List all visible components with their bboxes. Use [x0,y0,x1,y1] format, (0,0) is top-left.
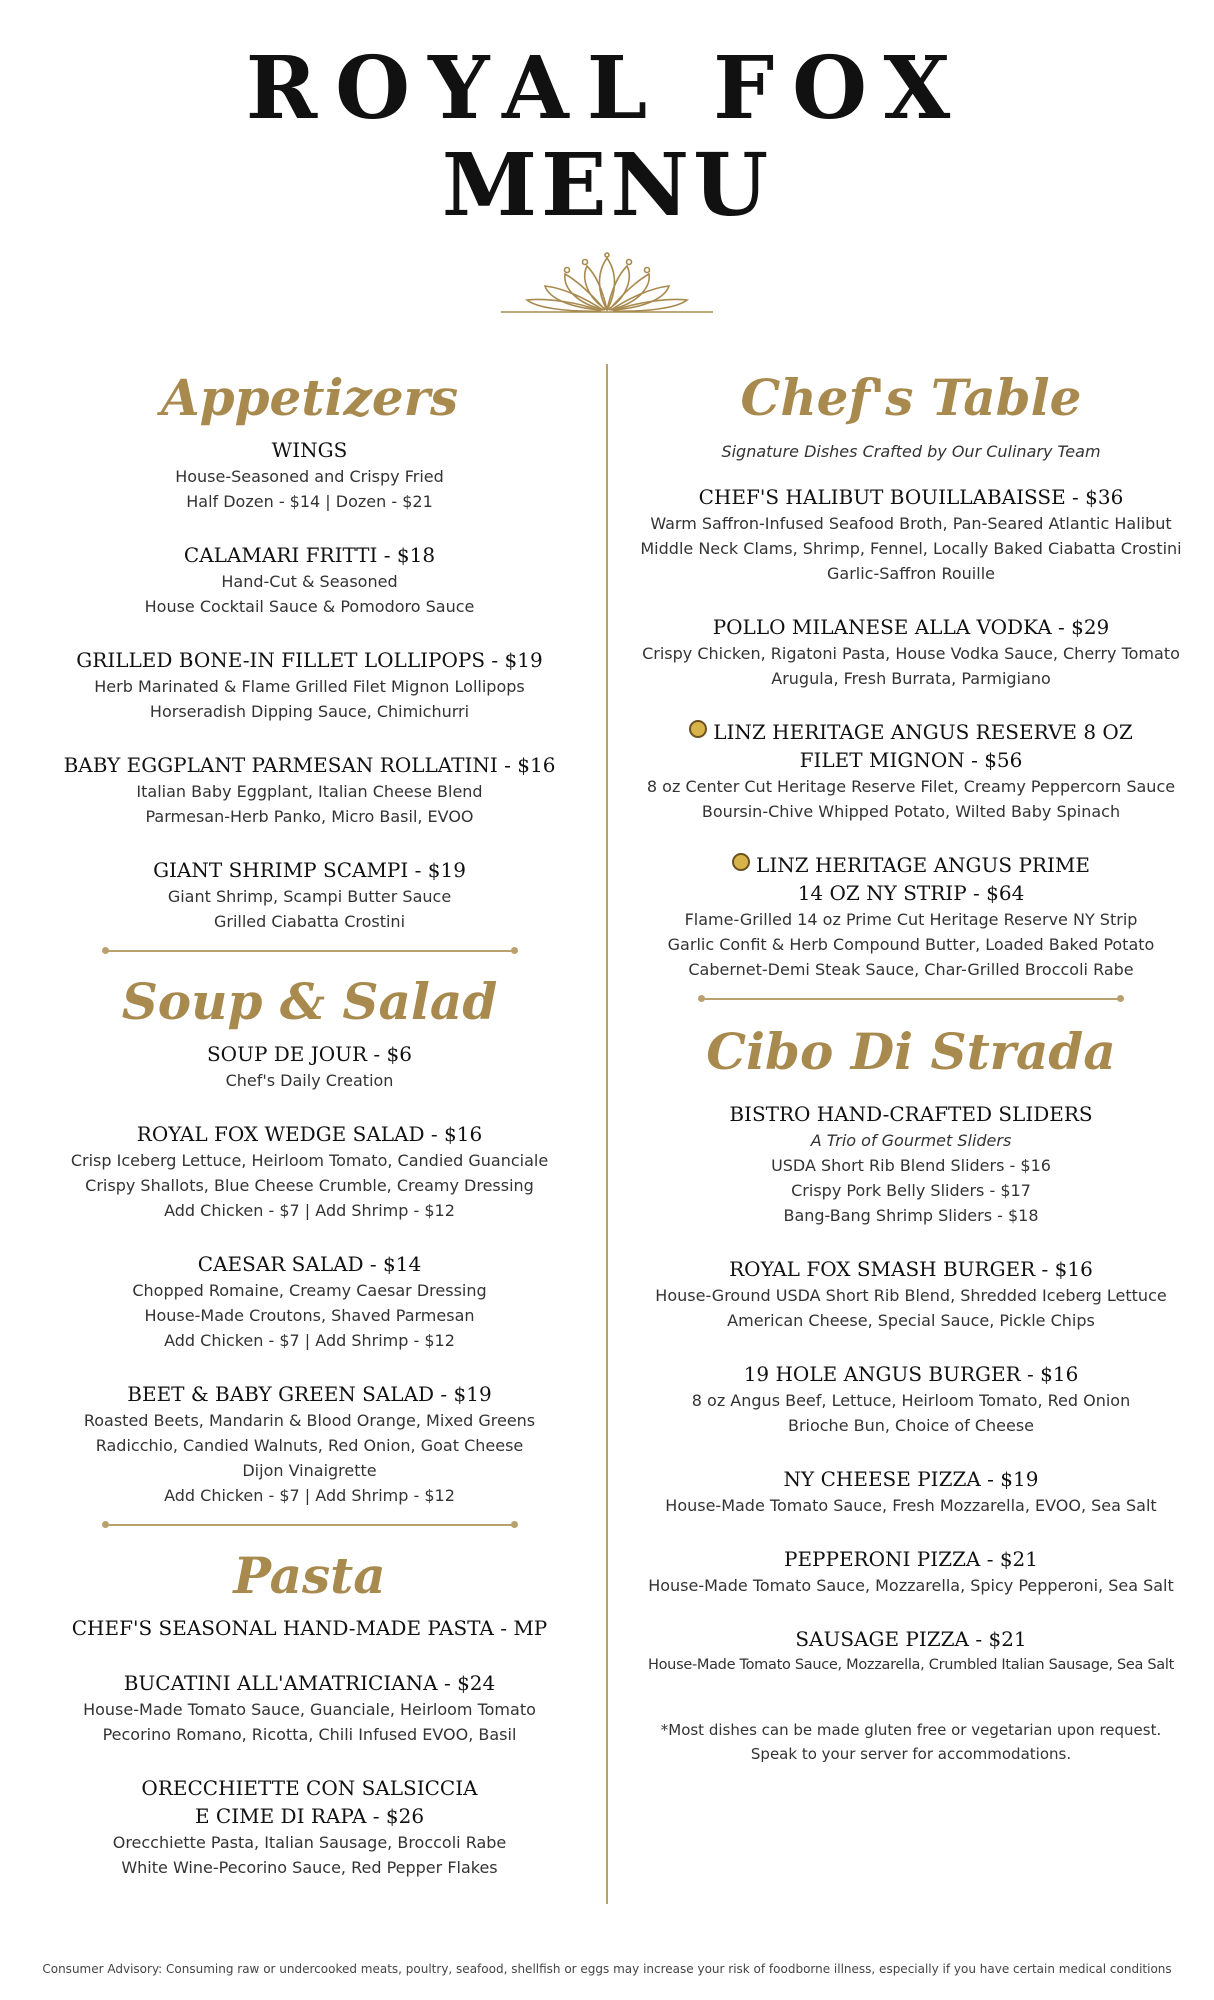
item-desc: Add Chicken - $7 | Add Shrimp - $12 [164,1486,455,1505]
item-name: BEET & BABY GREEN SALAD - $19 [127,1382,492,1406]
section-divider [105,950,515,952]
menu-title: MENU [441,135,773,236]
item-desc: Warm Saffron-Infused Seafood Broth, Pan-Seared Atlantic Halibut [650,514,1172,533]
left-column [22,360,597,1907]
item-desc: House-Ground USDA Short Rib Blend, Shredded Iceberg Lettuce [655,1286,1167,1305]
item-desc: Flame-Grilled 14 oz Prime Cut Heritage Reserve NY Strip [684,910,1138,929]
item-name-line2: E CIME DI RAPA - $26 [194,1804,425,1828]
item-desc: Boursin-Chive Whipped Potato, Wilted Baby Spinach [701,802,1121,821]
right-column [625,360,1197,1766]
item-desc: Grilled Ciabatta Crostini [213,912,406,931]
item-name: BABY EGGPLANT PARMESAN ROLLATINI - $16 [63,753,556,777]
item-desc: House Cocktail Sauce & Pomodoro Sauce [144,597,475,616]
item-desc: Giant Shrimp, Scampi Butter Sauce [167,887,452,906]
item-name: NY CHEESE PIZZA - $19 [783,1467,1039,1491]
menu-item [625,1465,1197,1518]
menu-item [22,1120,597,1223]
menu-item [22,1380,597,1508]
item-desc: Bang-Bang Shrimp Sliders - $18 [783,1206,1039,1225]
appetizers-title: Appetizers [160,368,459,427]
dietary-note [625,1718,1197,1766]
pasta-section [22,1538,597,1880]
item-name-line2: FILET MIGNON - $56 [799,748,1023,772]
chefs-table-title: Chef's Table [740,368,1082,427]
item-desc: Half Dozen - $14 | Dozen - $21 [186,492,433,511]
item-desc: Crisp Iceberg Lettuce, Heirloom Tomato, Candied Guanciale [70,1151,549,1170]
menu-item [625,613,1197,691]
item-desc: House-Made Tomato Sauce, Mozzarella, Crumbled Italian Sausage, Sea Salt [648,1657,1174,1673]
item-name: SOUP DE JOUR - $6 [206,1042,412,1066]
item-name: GRILLED BONE-IN FILLET LOLLIPOPS - $19 [76,648,543,672]
menu-item [22,1614,597,1642]
appetizers-section [22,360,597,934]
ornament-icon [497,252,717,316]
item-name: CHEF'S SEASONAL HAND-MADE PASTA - MP [71,1616,548,1640]
item-name: ROYAL FOX SMASH BURGER - $16 [729,1257,1093,1281]
item-desc: Herb Marinated & Flame Grilled Filet Mignon Lollipops [94,677,525,696]
item-desc: Add Chicken - $7 | Add Shrimp - $12 [164,1201,455,1220]
menu-item [22,1669,597,1747]
item-name: POLLO MILANESE ALLA VODKA - $29 [712,615,1110,639]
item-desc: House-Made Tomato Sauce, Fresh Mozzarella, EVOO, Sea Salt [665,1496,1157,1515]
item-desc: Cabernet-Demi Steak Sauce, Char-Grilled Broccoli Rabe [688,960,1134,979]
menu-item [625,1545,1197,1598]
item-name [625,718,1197,746]
item-desc: Horseradish Dipping Sauce, Chimichurri [149,702,470,721]
menu-item [22,751,597,829]
chefs-table-section [625,360,1197,982]
item-desc: Orecchiette Pasta, Italian Sausage, Broccoli Rabe [112,1833,507,1852]
soup-salad-title: Soup & Salad [121,972,498,1031]
item-desc: Middle Neck Clams, Shrimp, Fennel, Locally Baked Ciabatta Crostini [640,539,1182,558]
item-desc: Crispy Pork Belly Sliders - $17 [791,1181,1031,1200]
item-desc: American Cheese, Special Sauce, Pickle Chips [727,1311,1095,1330]
cibo-section [625,1014,1197,1678]
item-name: GIANT SHRIMP SCAMPI - $19 [153,858,466,882]
item-name: SAUSAGE PIZZA - $21 [795,1627,1027,1651]
consumer-advisory: Consumer Advisory: Consuming raw or undercooked meats, poultry, seafood, shellfish or eggs may increase your risk of foodborne illness, especially if you have certain medical conditions [42,1962,1172,1976]
menu-item [625,483,1197,586]
item-name: CHEF'S HALIBUT BOUILLABAISSE - $36 [698,485,1124,509]
crest-icon [689,720,707,738]
item-name: CAESAR SALAD - $14 [197,1252,422,1276]
menu-item [625,1360,1197,1438]
item-name-text: LINZ HERITAGE ANGUS RESERVE 8 OZ [713,720,1133,744]
item-desc: Add Chicken - $7 | Add Shrimp - $12 [164,1331,455,1350]
item-desc: Arugula, Fresh Burrata, Parmigiano [771,669,1051,688]
menu-item [22,1250,597,1353]
item-name: WINGS [271,438,348,462]
item-name: CALAMARI FRITTI - $18 [183,543,436,567]
item-desc: Hand-Cut & Seasoned [221,572,398,591]
item-desc: House-Seasoned and Crispy Fried [175,467,444,486]
item-name: PEPPERONI PIZZA - $21 [783,1547,1039,1571]
item-desc: White Wine-Pecorino Sauce, Red Pepper Flakes [121,1858,498,1877]
menu-item [22,646,597,724]
column-divider [606,364,608,1904]
section-divider [701,998,1121,1000]
item-desc: House-Made Tomato Sauce, Guanciale, Heirloom Tomato [83,1700,536,1719]
item-desc: Parmesan-Herb Panko, Micro Basil, EVOO [145,807,474,826]
menu-item [22,1040,597,1093]
item-tagline: A Trio of Gourmet Sliders [810,1131,1012,1150]
item-desc: Chopped Romaine, Creamy Caesar Dressing [132,1281,487,1300]
menu-item [625,1100,1197,1228]
item-desc: Dijon Vinaigrette [242,1461,377,1480]
item-name: ROYAL FOX WEDGE SALAD - $16 [136,1122,483,1146]
item-name: ORECCHIETTE CON SALSICCIA [141,1776,478,1800]
item-desc: 8 oz Center Cut Heritage Reserve Filet, Creamy Peppercorn Sauce [646,777,1176,796]
note-line: *Most dishes can be made gluten free or vegetarian upon request. [660,1721,1162,1739]
chefs-table-subtitle: Signature Dishes Crafted by Our Culinary Team [721,442,1101,461]
menu-item [22,1774,597,1880]
item-name: BISTRO HAND-CRAFTED SLIDERS [729,1102,1093,1126]
item-name [625,851,1197,879]
item-name: 19 HOLE ANGUS BURGER - $16 [743,1362,1079,1386]
menu-item [625,1255,1197,1333]
menu-item [22,436,597,514]
item-desc: House-Made Tomato Sauce, Mozzarella, Spicy Pepperoni, Sea Salt [648,1576,1174,1595]
item-desc: 8 oz Angus Beef, Lettuce, Heirloom Tomato, Red Onion [691,1391,1131,1410]
item-name-text: LINZ HERITAGE ANGUS PRIME [756,853,1090,877]
item-desc: Pecorino Romano, Ricotta, Chili Infused EVOO, Basil [102,1725,517,1744]
menu-item [625,1625,1197,1678]
item-desc: Chef's Daily Creation [225,1071,394,1090]
item-desc: Brioche Bun, Choice of Cheese [787,1416,1035,1435]
note-line: Speak to your server for accommodations. [750,1745,1072,1763]
item-desc: House-Made Croutons, Shaved Parmesan [144,1306,475,1325]
item-name-line2: 14 OZ NY STRIP - $64 [797,881,1025,905]
item-desc: Crispy Shallots, Blue Cheese Crumble, Creamy Dressing [85,1176,534,1195]
item-desc: Italian Baby Eggplant, Italian Cheese Blend [136,782,483,801]
menu-item [22,541,597,619]
menu-item [22,856,597,934]
soup-salad-section [22,964,597,1508]
section-divider [105,1524,515,1526]
menu-item [625,851,1197,982]
crest-icon [732,853,750,871]
item-desc: Crispy Chicken, Rigatoni Pasta, House Vodka Sauce, Cherry Tomato [642,644,1180,663]
item-name: BUCATINI ALL'AMATRICIANA - $24 [123,1671,496,1695]
cibo-title: Cibo Di Strada [706,1022,1116,1081]
restaurant-name: ROYAL FOX [245,38,969,139]
item-desc: Roasted Beets, Mandarin & Blood Orange, Mixed Greens [83,1411,536,1430]
item-desc: USDA Short Rib Blend Sliders - $16 [771,1156,1051,1175]
item-desc: Radicchio, Candied Walnuts, Red Onion, Goat Cheese [95,1436,524,1455]
menu-item [625,718,1197,824]
item-desc: Garlic-Saffron Rouille [827,564,995,583]
pasta-title: Pasta [233,1546,386,1605]
item-desc: Garlic Confit & Herb Compound Butter, Loaded Baked Potato [667,935,1155,954]
